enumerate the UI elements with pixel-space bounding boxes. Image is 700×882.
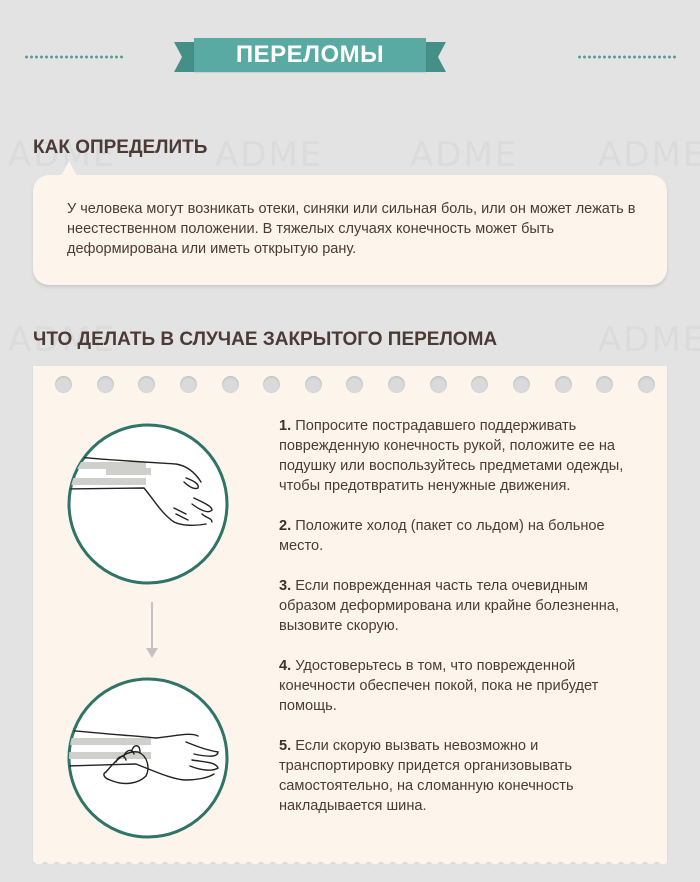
steps-list: [279, 416, 649, 836]
punch-hole: [430, 376, 447, 393]
punch-hole: [138, 376, 155, 393]
closed-fracture-heading: ЧТО ДЕЛАТЬ В СЛУЧАЕ ЗАКРЫТОГО ПЕРЕЛОМА: [33, 329, 498, 350]
punch-holes: [55, 376, 655, 393]
step-item: [279, 656, 649, 716]
step-number: 3.: [279, 578, 292, 594]
punch-hole: [263, 376, 280, 393]
arm-supported-icon: [66, 676, 230, 840]
notepad-card: [33, 366, 667, 862]
step-item: [279, 736, 649, 816]
step-number: 5.: [279, 738, 292, 754]
punch-hole: [513, 376, 530, 393]
watermark: [215, 135, 323, 175]
watermark: [598, 135, 700, 175]
step-number: 1.: [279, 418, 292, 434]
identify-callout: [33, 175, 667, 285]
punch-hole: [305, 376, 322, 393]
step-number: 4.: [279, 658, 292, 674]
step-text: Если поврежденная часть тела очевидным образом деформирована или крайне болезненна, вызовите скорую.: [279, 578, 619, 634]
punch-hole: [97, 376, 114, 393]
step-text: Положите холод (пакет со льдом) на больное место.: [279, 518, 605, 554]
arm-resting-illustration: [66, 422, 230, 591]
step-text: Попросите пострадавшего поддерживать поврежденную конечность рукой, положите ее на подушку или воспользуйтесь предметами одежды, чтобы предотвратить ненужные движения.: [279, 418, 624, 494]
punch-hole: [180, 376, 197, 393]
watermark: [410, 135, 518, 175]
step-item: [279, 516, 649, 556]
step-number: 2.: [279, 518, 292, 534]
punch-hole: [222, 376, 239, 393]
identify-text: У человека могут возникать отеки, синяки или сильная боль, или он может лежать в неестественном положении. В тяжелых случаях конечность может быть деформирована или иметь открытую рану.: [67, 201, 636, 257]
step-item: [279, 576, 649, 636]
torn-edge: [33, 858, 667, 868]
punch-hole: [55, 376, 72, 393]
punch-hole: [346, 376, 363, 393]
arm-resting-icon: [66, 422, 230, 586]
step-text: Удостоверьтесь в том, что поврежденной конечности обеспечен покой, пока не прибудет помощь.: [279, 658, 599, 714]
punch-hole: [555, 376, 572, 393]
punch-hole: [388, 376, 405, 393]
page-title: ПЕРЕЛОМЫ: [235, 41, 385, 68]
punch-hole: [471, 376, 488, 393]
watermark: [598, 320, 700, 360]
punch-hole: [596, 376, 613, 393]
title-ribbon: [194, 38, 426, 72]
step-item: [279, 416, 649, 496]
down-arrow-icon: [145, 602, 159, 665]
page-header: [0, 38, 700, 74]
step-text: Если скорую вызвать невозможно и транспортировку придется организовывать самостоятельно, на сломанную конечность накладывается шина.: [279, 738, 574, 814]
punch-hole: [638, 376, 655, 393]
arm-supported-illustration: [66, 676, 230, 845]
identify-heading: КАК ОПРЕДЕЛИТЬ: [33, 137, 208, 158]
